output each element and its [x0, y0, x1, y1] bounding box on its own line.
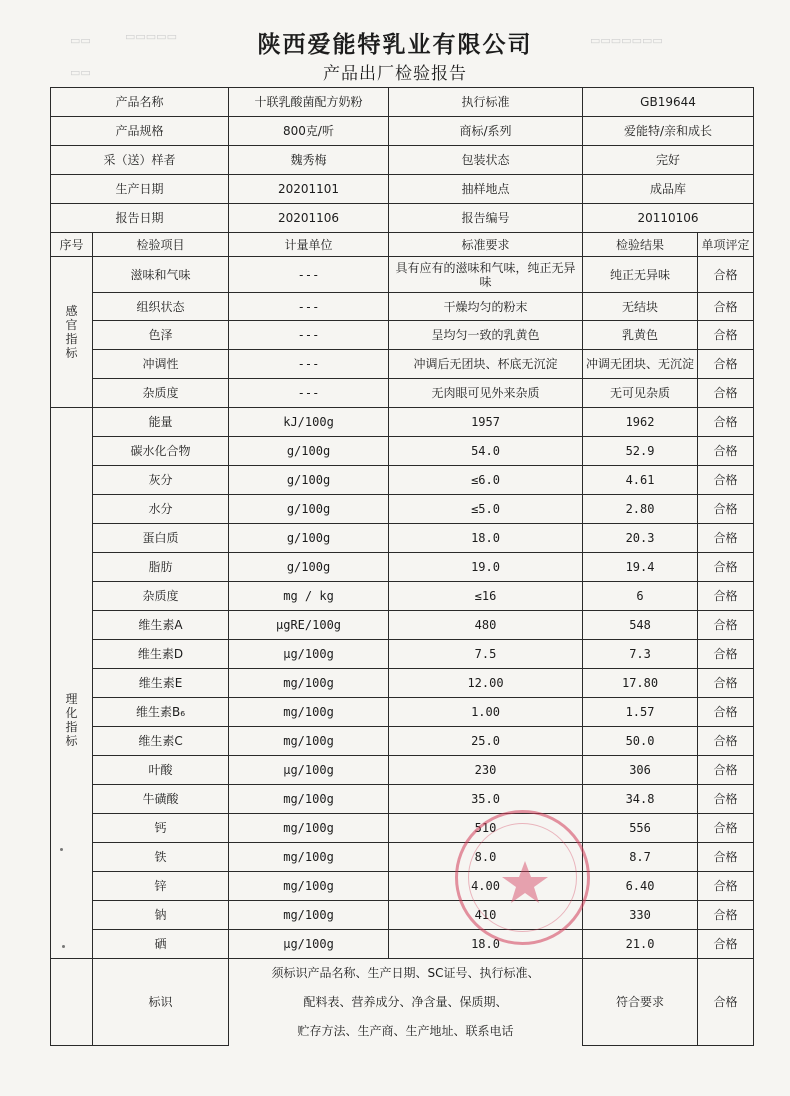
result: 乳黄色 [583, 321, 698, 350]
physchem-row [51, 930, 754, 959]
verdict: 合格 [698, 437, 754, 466]
col-header-result: 检验结果 [583, 233, 698, 257]
test-item: 冲调性 [93, 350, 229, 379]
standard: 7.5 [389, 640, 583, 669]
unit: kJ/100g [229, 408, 389, 437]
column-header-row [51, 233, 754, 257]
test-item: 脂肪 [93, 553, 229, 582]
standard: 19.0 [389, 553, 583, 582]
info-row [51, 88, 754, 117]
verdict: 合格 [698, 408, 754, 437]
standard: ≤6.0 [389, 466, 583, 495]
unit: mg/100g [229, 814, 389, 843]
test-item: 维生素C [93, 727, 229, 756]
verdict: 合格 [698, 727, 754, 756]
result: 8.7 [583, 843, 698, 872]
standard: 35.0 [389, 785, 583, 814]
physchem-row [51, 437, 754, 466]
standard: 510 [389, 814, 583, 843]
blank-seq [51, 959, 93, 1046]
unit: --- [229, 257, 389, 293]
unit: mg/100g [229, 698, 389, 727]
unit: mg/100g [229, 727, 389, 756]
standard: 25.0 [389, 727, 583, 756]
sensory-row [51, 379, 754, 408]
unit: μg/100g [229, 640, 389, 669]
test-item: 碳水化合物 [93, 437, 229, 466]
result: 纯正无异味 [583, 257, 698, 293]
result: 1962 [583, 408, 698, 437]
result: 556 [583, 814, 698, 843]
verdict: 合格 [698, 553, 754, 582]
verdict: 合格 [698, 293, 754, 321]
group-label-char: 理 [65, 692, 78, 706]
info-value: 魏秀梅 [229, 146, 389, 175]
test-item: 蛋白质 [93, 524, 229, 553]
physchem-row [51, 872, 754, 901]
result: 50.0 [583, 727, 698, 756]
col-header-seq: 序号 [51, 233, 93, 257]
verdict: 合格 [698, 582, 754, 611]
label-requirement: 贮存方法、生产商、生产地址、联系电话 [229, 1017, 583, 1046]
standard: ≤5.0 [389, 495, 583, 524]
info-label: 报告编号 [389, 204, 583, 233]
test-item: 水分 [93, 495, 229, 524]
test-item: 维生素B₆ [93, 698, 229, 727]
sensory-row [51, 350, 754, 379]
result: 7.3 [583, 640, 698, 669]
physchem-row [51, 727, 754, 756]
info-label: 包装状态 [389, 146, 583, 175]
result: 符合要求 [583, 959, 698, 1046]
unit: --- [229, 293, 389, 321]
test-item: 杂质度 [93, 379, 229, 408]
test-item: 牛磺酸 [93, 785, 229, 814]
info-label: 执行标准 [389, 88, 583, 117]
unit: g/100g [229, 495, 389, 524]
result: 19.4 [583, 553, 698, 582]
result: 21.0 [583, 930, 698, 959]
verdict: 合格 [698, 785, 754, 814]
group-label-char: 指 [65, 332, 78, 346]
physchem-row [51, 611, 754, 640]
physchem-row [51, 843, 754, 872]
col-header-verdict: 单项评定 [698, 233, 754, 257]
label-requirement: 须标识产品名称、生产日期、SC证号、执行标准、 [229, 959, 583, 988]
result: 34.8 [583, 785, 698, 814]
show-through-text: ▭▭ [70, 34, 91, 47]
info-row [51, 117, 754, 146]
unit: mg/100g [229, 669, 389, 698]
result: 1.57 [583, 698, 698, 727]
verdict: 合格 [698, 959, 754, 1046]
info-value: 20201106 [229, 204, 389, 233]
unit: --- [229, 321, 389, 350]
report-title: 产品出厂检验报告 [323, 64, 467, 84]
result: 306 [583, 756, 698, 785]
verdict: 合格 [698, 698, 754, 727]
physchem-row [51, 524, 754, 553]
info-label: 商标/系列 [389, 117, 583, 146]
unit: g/100g [229, 524, 389, 553]
physchem-row [51, 582, 754, 611]
verdict: 合格 [698, 321, 754, 350]
standard: 18.0 [389, 930, 583, 959]
physchem-row [51, 408, 754, 437]
company-name: 陕西爱能特乳业有限公司 [257, 32, 533, 58]
standard: 480 [389, 611, 583, 640]
result: 20.3 [583, 524, 698, 553]
verdict: 合格 [698, 611, 754, 640]
show-through-text: ▭▭ [70, 66, 91, 79]
result: 330 [583, 901, 698, 930]
info-label: 产品规格 [51, 117, 229, 146]
standard: 冲调后无团块、杯底无沉淀 [389, 350, 583, 379]
group-label-char: 标 [65, 734, 78, 748]
info-label: 报告日期 [51, 204, 229, 233]
sensory-row [51, 293, 754, 321]
verdict: 合格 [698, 814, 754, 843]
test-item: 铁 [93, 843, 229, 872]
test-item: 钙 [93, 814, 229, 843]
standard: 410 [389, 901, 583, 930]
result: 4.61 [583, 466, 698, 495]
standard: 12.00 [389, 669, 583, 698]
show-through-text: ▭▭▭▭▭ [125, 30, 177, 43]
test-item: 能量 [93, 408, 229, 437]
verdict: 合格 [698, 495, 754, 524]
test-item: 组织状态 [93, 293, 229, 321]
test-item: 色泽 [93, 321, 229, 350]
info-row [51, 204, 754, 233]
test-item: 维生素E [93, 669, 229, 698]
col-header-standard: 标准要求 [389, 233, 583, 257]
result: 6.40 [583, 872, 698, 901]
test-item: 杂质度 [93, 582, 229, 611]
physchem-row [51, 756, 754, 785]
group-label-char: 感 [65, 304, 78, 318]
standard: 无肉眼可见外来杂质 [389, 379, 583, 408]
col-header-unit: 计量单位 [229, 233, 389, 257]
test-item: 灰分 [93, 466, 229, 495]
info-label: 生产日期 [51, 175, 229, 204]
result: 无结块 [583, 293, 698, 321]
verdict: 合格 [698, 640, 754, 669]
physchem-row [51, 640, 754, 669]
test-item: 叶酸 [93, 756, 229, 785]
standard: 呈均匀一致的乳黄色 [389, 321, 583, 350]
unit: mg/100g [229, 785, 389, 814]
show-through-text: ▭▭▭▭▭▭▭ [590, 34, 663, 47]
result: 17.80 [583, 669, 698, 698]
table-body [51, 88, 754, 1046]
group-label-char: 化 [65, 706, 78, 720]
info-value: 20201101 [229, 175, 389, 204]
standard: 230 [389, 756, 583, 785]
unit: g/100g [229, 553, 389, 582]
unit: --- [229, 350, 389, 379]
verdict: 合格 [698, 379, 754, 408]
test-item: 维生素D [93, 640, 229, 669]
standard: 18.0 [389, 524, 583, 553]
info-row [51, 175, 754, 204]
unit: g/100g [229, 437, 389, 466]
standard: 1957 [389, 408, 583, 437]
group-label-char: 官 [65, 318, 78, 332]
unit: mg/100g [229, 843, 389, 872]
info-value: 20110106 [583, 204, 754, 233]
test-item: 滋味和气味 [93, 257, 229, 293]
info-value: 完好 [583, 146, 754, 175]
physchem-group-label [51, 408, 93, 959]
verdict: 合格 [698, 466, 754, 495]
label-requirement: 配料表、营养成分、净含量、保质期、 [229, 988, 583, 1017]
verdict: 合格 [698, 901, 754, 930]
standard: 4.00 [389, 872, 583, 901]
test-item-label: 标识 [93, 959, 229, 1046]
result: 冲调无团块、无沉淀 [583, 350, 698, 379]
scan-dot [60, 848, 63, 851]
standard: 干燥均匀的粉末 [389, 293, 583, 321]
group-label-char: 指 [65, 720, 78, 734]
test-item: 锌 [93, 872, 229, 901]
result: 6 [583, 582, 698, 611]
sensory-row [51, 257, 754, 293]
verdict: 合格 [698, 843, 754, 872]
physchem-row [51, 466, 754, 495]
info-value: GB19644 [583, 88, 754, 117]
test-item: 维生素A [93, 611, 229, 640]
physchem-row [51, 785, 754, 814]
verdict: 合格 [698, 669, 754, 698]
standard: 1.00 [389, 698, 583, 727]
physchem-row [51, 495, 754, 524]
info-label: 采（送）样者 [51, 146, 229, 175]
group-label-char: 标 [65, 346, 78, 360]
verdict: 合格 [698, 872, 754, 901]
physchem-row [51, 698, 754, 727]
sensory-group-label [51, 257, 93, 408]
physchem-row [51, 814, 754, 843]
test-item: 钠 [93, 901, 229, 930]
info-value: 爱能特/亲和成长 [583, 117, 754, 146]
verdict: 合格 [698, 350, 754, 379]
unit: --- [229, 379, 389, 408]
scan-dot [62, 945, 65, 948]
sensory-row [51, 321, 754, 350]
info-value: 800克/听 [229, 117, 389, 146]
unit: μg/100g [229, 930, 389, 959]
unit: mg/100g [229, 901, 389, 930]
col-header-item: 检验项目 [93, 233, 229, 257]
test-item: 硒 [93, 930, 229, 959]
standard: 54.0 [389, 437, 583, 466]
unit: μg/100g [229, 756, 389, 785]
result: 548 [583, 611, 698, 640]
info-label: 产品名称 [51, 88, 229, 117]
unit: mg / kg [229, 582, 389, 611]
physchem-row [51, 669, 754, 698]
info-value: 成品库 [583, 175, 754, 204]
unit: μgRE/100g [229, 611, 389, 640]
physchem-row [51, 553, 754, 582]
info-row [51, 146, 754, 175]
standard: ≤16 [389, 582, 583, 611]
standard: 8.0 [389, 843, 583, 872]
result: 52.9 [583, 437, 698, 466]
unit: g/100g [229, 466, 389, 495]
verdict: 合格 [698, 756, 754, 785]
inspection-table [50, 87, 754, 1046]
result: 2.80 [583, 495, 698, 524]
verdict: 合格 [698, 930, 754, 959]
unit: mg/100g [229, 872, 389, 901]
physchem-row [51, 901, 754, 930]
label-row [51, 959, 754, 988]
info-value: 十联乳酸菌配方奶粉 [229, 88, 389, 117]
verdict: 合格 [698, 524, 754, 553]
verdict: 合格 [698, 257, 754, 293]
info-label: 抽样地点 [389, 175, 583, 204]
result: 无可见杂质 [583, 379, 698, 408]
standard: 具有应有的滋味和气味，纯正无异味 [389, 257, 583, 293]
